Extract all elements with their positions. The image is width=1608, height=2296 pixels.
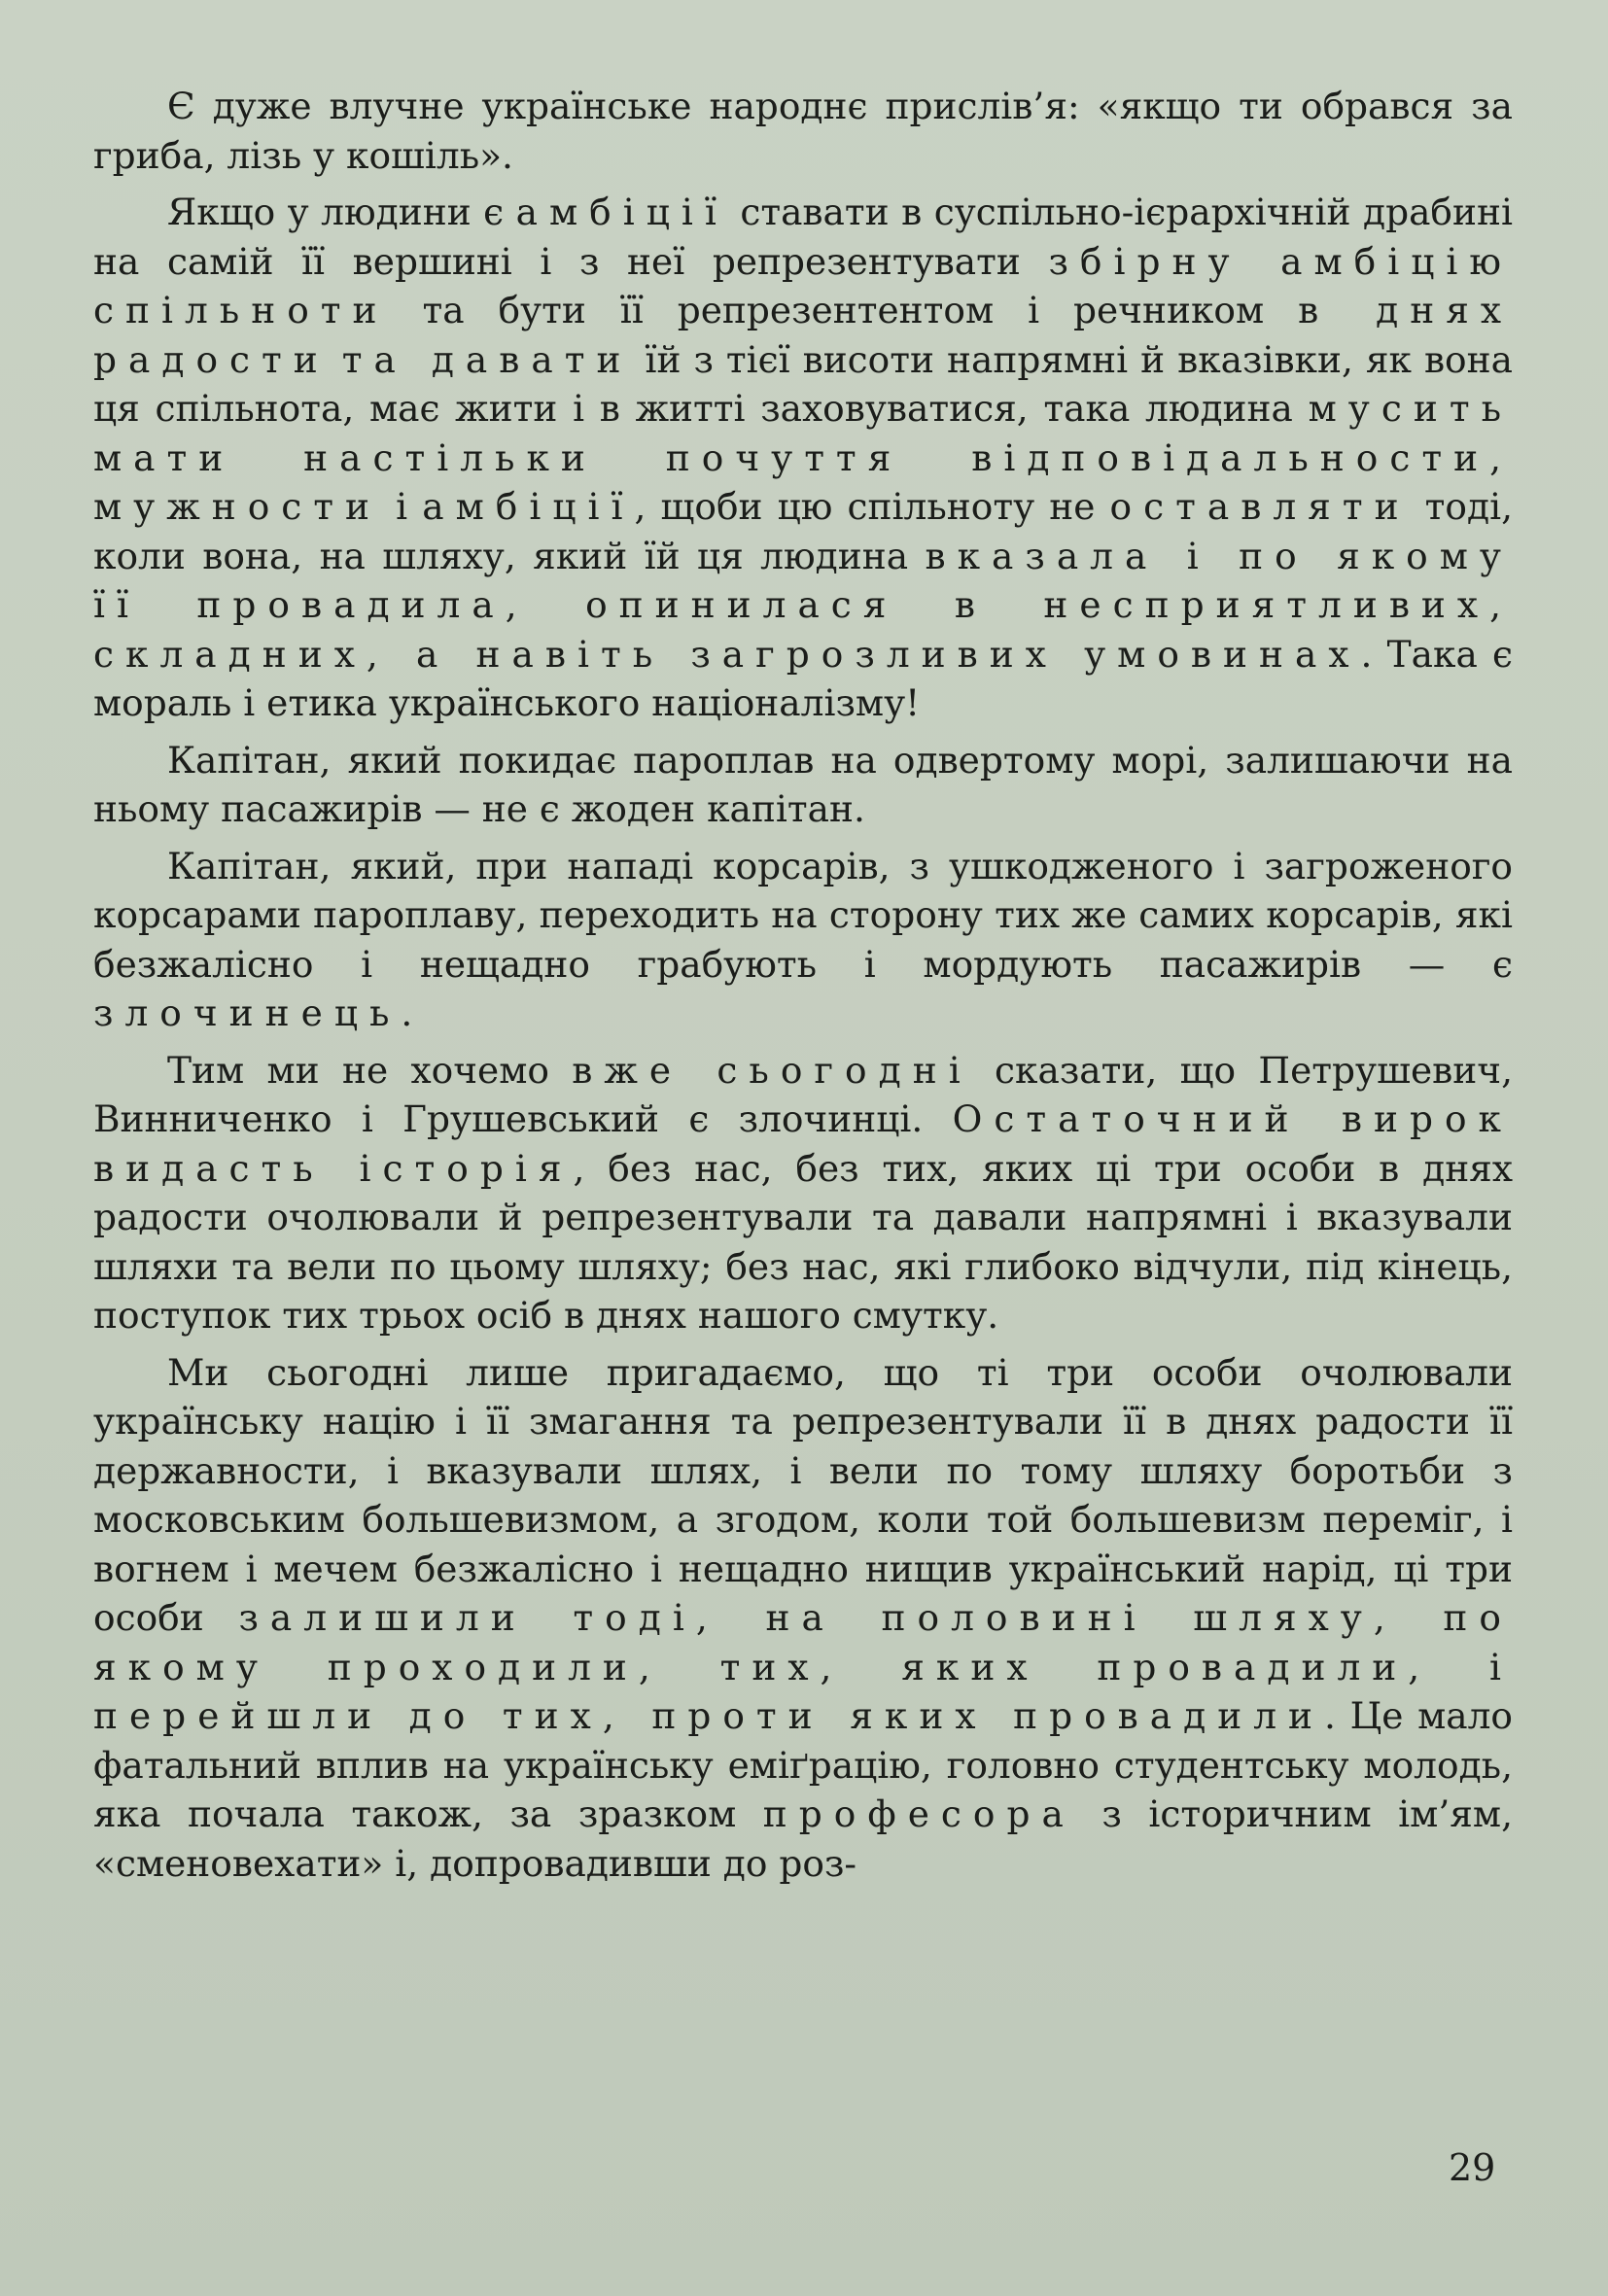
spaced-emphasis: залишили тоді, на половині шляху, по якому проходили, тих, яких провадили, і перейшли до тих, проти яких провадили: [93, 1596, 1514, 1737]
spaced-emphasis: вказала і по якому її провадила, опинилася в несприятливих, складних, а навіть загрозливих умовинах: [93, 534, 1513, 676]
text-run: їй з тієї висоти напрямні й вказівки, як вона ця спільнота, має жити і в житті заховуватися, така людина: [93, 337, 1513, 430]
paragraph: [93, 842, 1513, 1038]
spaced-emphasis: Остаточний вирок видасть історія: [93, 1097, 1513, 1190]
text-run: [330, 338, 342, 381]
spaced-emphasis: вже сьогодні: [572, 1048, 972, 1092]
spaced-emphasis: оставляти: [1109, 485, 1411, 528]
text-run: Є дуже влучне українське народнє прислів’я: «якщо ти обрався за гриба, лізь у кошіль».: [93, 85, 1513, 177]
spaced-emphasis: в днях радости: [93, 289, 1513, 381]
spaced-emphasis: та давати: [341, 337, 633, 381]
text-run: .: [401, 991, 413, 1034]
text-run: тоді, коли вона, на шляху, який їй ця людина: [93, 485, 1514, 577]
spaced-emphasis: мусить мати настільки почуття відповідальности, мужности: [93, 387, 1513, 528]
text-run: Тим ми не хочемо: [167, 1048, 573, 1092]
text-run: Капітан, який покидає пароплав на одвертому морі, залишаючи на ньому пасажирів — не є жоден капітан.: [93, 738, 1513, 830]
paragraph: [93, 188, 1513, 728]
page-number: 29: [1449, 2146, 1496, 2189]
spaced-emphasis: збірну амбіцію спільноти: [93, 239, 1514, 331]
paragraph: [93, 82, 1513, 180]
text-run: і: [381, 485, 423, 528]
text-run: Ми сьогодні лише пригадаємо, що ті три особи очолювали українську націю і її змагання та репрезентували її в днях радости її державности, і вказували шлях, і вели по тому шляху боротьби з московським большевизмом, а згодом, коли той большевизм переміг, і вогнем і мечем безжалісно і нещадно нищив український нарід, ці три особи: [93, 1350, 1513, 1639]
text-run: , щоби цю спільноту не: [634, 485, 1110, 528]
text-run: сказати, що Петрушевич, Винниченко і Грушевський є злочинці.: [93, 1048, 1513, 1140]
spaced-emphasis: професора: [762, 1792, 1075, 1835]
spaced-emphasis: амбіції: [515, 191, 728, 233]
spaced-emphasis: амбіції: [422, 485, 635, 528]
paragraph: [93, 736, 1513, 834]
text-run: Якщо у людини є: [167, 191, 516, 233]
text-run: , без нас, без тих, яких ці три особи в днях радости очолювали й репрезентували та давали напрямні і вказували шляхи та вели по цьому шляху; без нас, які глибоко відчули, під кінець, поступок тих трьох осіб в днях нашого смутку.: [93, 1146, 1513, 1337]
spaced-emphasis: злочинець: [93, 991, 402, 1034]
paragraph: [93, 1046, 1513, 1340]
text-run: Капітан, який, при нападі корсарів, з ушкодженого і загроженого корсарами пароплаву, переходить на сторону тих же самих корсарів, які безжалісно і нещадно грабують і мордують пасажирів — є: [93, 844, 1513, 986]
text-run: . Така є мораль і етика українського націоналізму!: [93, 632, 1513, 724]
page-text: [93, 82, 1513, 1896]
text-run: . Це мало фатальний вплив на українську еміґрацію, головно студентську молодь, яка почала також, за зразком: [93, 1694, 1513, 1835]
text-run: з історичним ім’ям, «сменовехати» і, допровадивши до роз-: [93, 1792, 1513, 1885]
text-run: ставати в суспільно-ієрархічній драбині на самій її вершині і з неї репрезентувати: [93, 191, 1513, 283]
paragraph: [93, 1348, 1513, 1889]
text-run: та бути її репрезентентом і речником: [388, 289, 1299, 331]
